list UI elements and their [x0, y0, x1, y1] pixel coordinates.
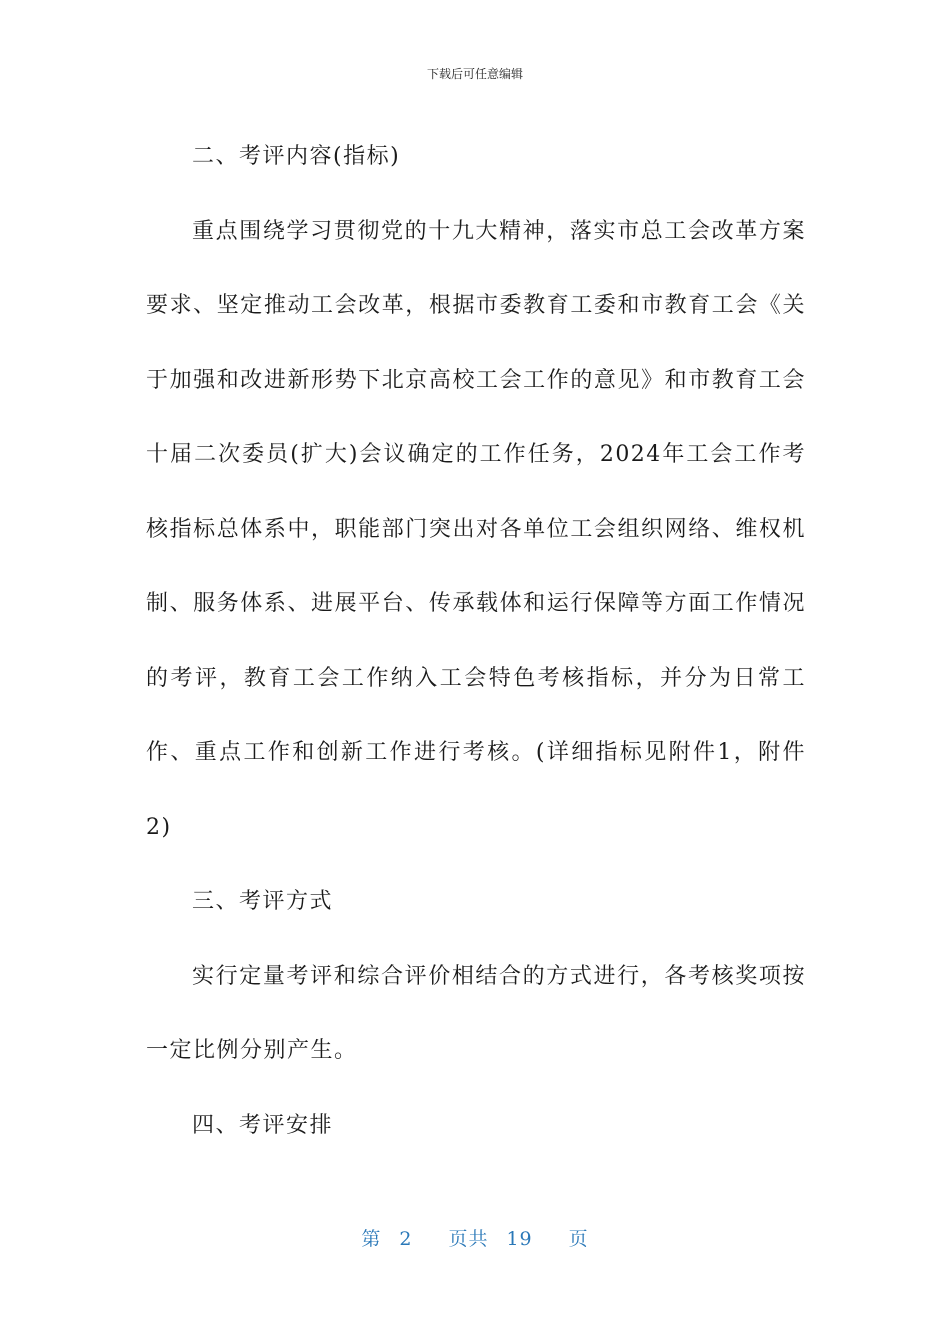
section-3-paragraph: 实行定量考评和综合评价相结合的方式进行，各考核奖项按一定比例分别产生。 [146, 963, 806, 1063]
page-header [0, 66, 950, 82]
page-footer [0, 1226, 950, 1252]
header-text: 下载后可任意编辑 [426, 67, 523, 81]
footer-middle: 页共 [448, 1228, 489, 1250]
section-3-heading: 三、考评方式 [192, 889, 334, 914]
document-body [146, 120, 806, 1163]
total-pages-number: 19 [506, 1228, 533, 1250]
current-page-number: 2 [399, 1228, 413, 1250]
section-2-heading: 二、考评内容(指标) [192, 144, 401, 169]
section-4-heading: 四、考评安排 [192, 1112, 334, 1138]
footer-suffix: 页 [568, 1228, 589, 1250]
footer-prefix: 第 [361, 1228, 382, 1250]
section-2-paragraph: 重点围绕学习贯彻党的十九大精神，落实市总工会改革方案要求、坚定推动工会改革，根据市委教育工委和市教育工会《关于加强和改进新形势下北京高校工会工作的意见》和市教育工会十届二次委员(扩大)会议确定的工作任务，2024年工会工作考核指标总体系中，职能部门突出对各单位工会组织网络、维权机制、服务体系、进展平台、传承载体和运行保障等方面工作情况的考评，教育工会工作纳入工会特色考核指标，并分为日常工作、重点工作和创新工作进行考核。(详细指标见附件1，附件2) [146, 218, 806, 840]
